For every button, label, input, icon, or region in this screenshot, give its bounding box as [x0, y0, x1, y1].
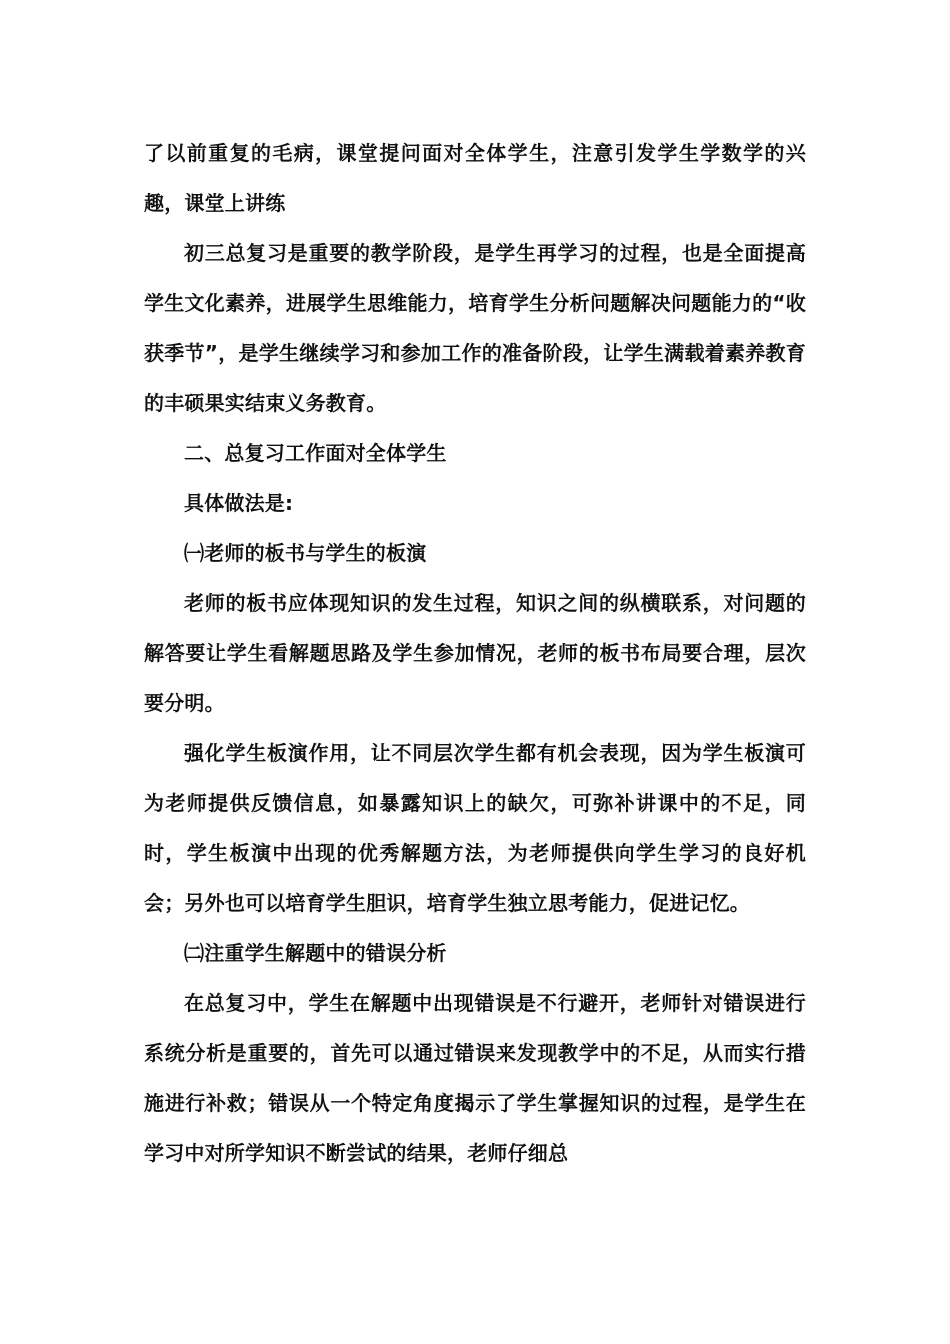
paragraph-student-board: 强化学生板演作用，让不同层次学生都有机会表现，因为学生板演可为老师提供反馈信息，如暴露知识上的缺欠，可弥补讲课中的不足，同时，学生板演中出现的优秀解题方法，为老师提供向学生学习的良好机会；另外也可以培育学生胆识，培育学生独立思考能力，促进记忆。 — [144, 741, 806, 915]
method-intro: 具体做法是: — [184, 491, 294, 515]
paragraph-teacher-board: 老师的板书应体现知识的发生过程，知识之间的纵横联系，对问题的解答要让学生看解题思路及学生参加情况，老师的板书布局要合理，层次要分明。 — [144, 591, 806, 715]
section-heading-2: 二、总复习工作面对全体学生 — [184, 441, 447, 465]
paragraph-review-importance: 初三总复习是重要的教学阶段，是学生再学习的过程，也是全面提高学生文化素养，进展学生思维能力，培育学生分析问题解决问题能力的“收获季节”，是学生继续学习和参加工作的准备阶段，让学生满载着素养教育的丰硕果实结束义务教育。 — [144, 241, 806, 415]
document-body — [144, 128, 806, 1178]
subheading-1: ㈠老师的板书与学生的板演 — [184, 541, 427, 565]
paragraph-error-analysis: 在总复习中，学生在解题中出现错误是不行避开，老师针对错误进行系统分析是重要的，首先可以通过错误来发现教学中的不足，从而实行措施进行补救；错误从一个特定角度揭示了学生掌握知识的过程，是学生在学习中对所学知识不断尝试的结果，老师仔细总 — [144, 991, 806, 1165]
paragraph-continuation: 了以前重复的毛病，课堂提问面对全体学生，注意引发学生学数学的兴趣，课堂上讲练 — [144, 141, 806, 215]
subheading-2: ㈡注重学生解题中的错误分析 — [184, 941, 447, 965]
